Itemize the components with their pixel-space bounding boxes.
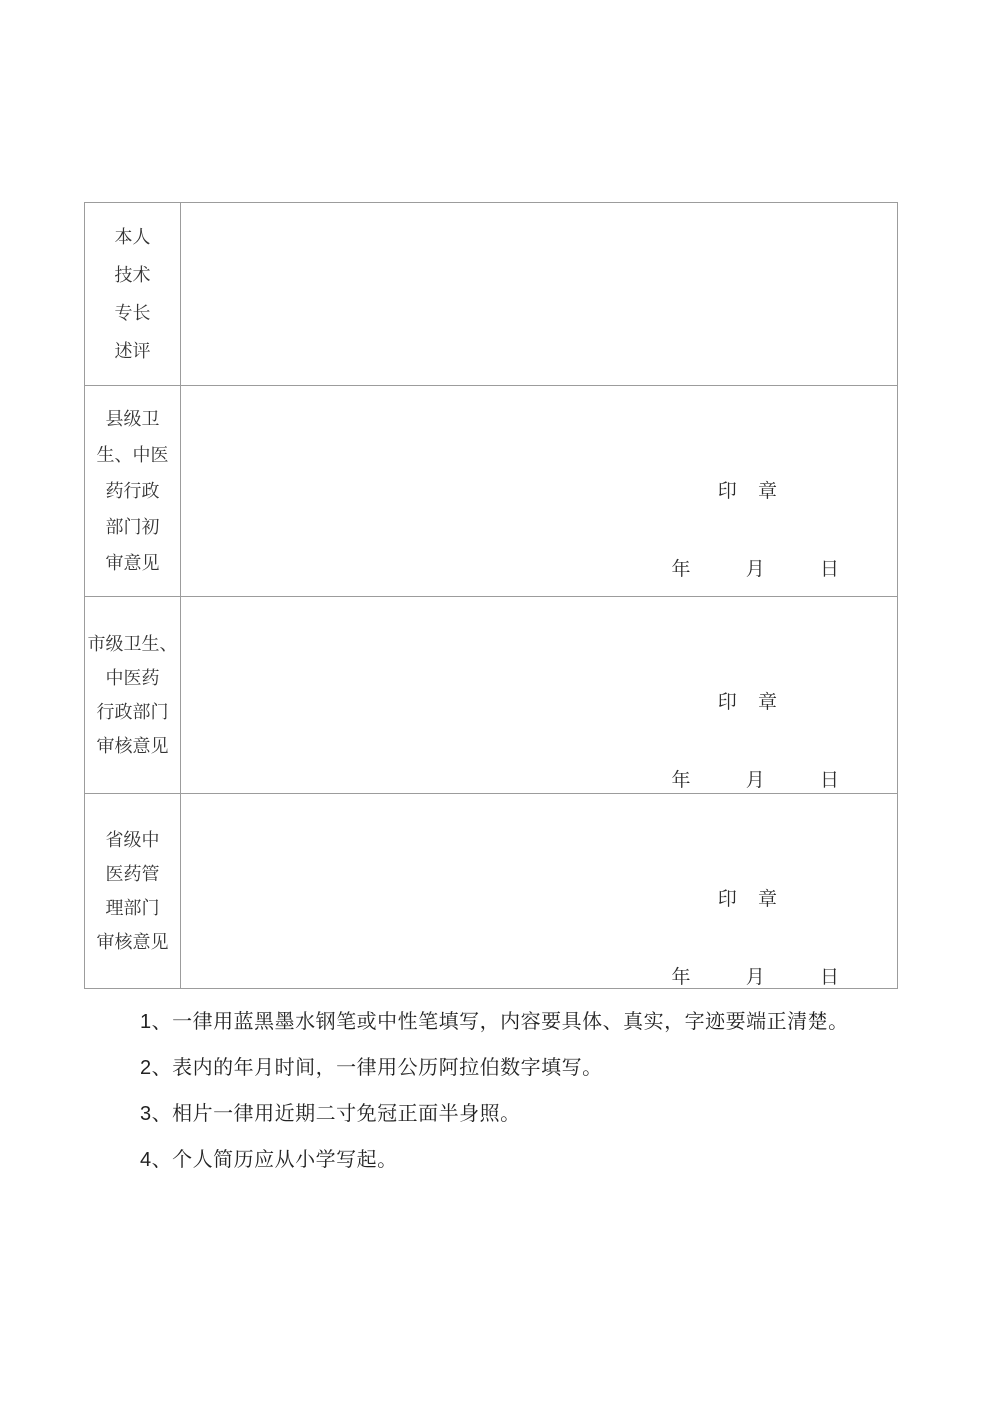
seal-placeholder: 印 章: [717, 481, 777, 502]
label-line: 中医药: [105, 668, 160, 688]
label-line: 市级卫生、: [87, 634, 178, 654]
table-row-self-review: [85, 203, 897, 386]
label-line: 审意见: [105, 553, 160, 573]
instruction-3: 3、相片一律用近期二寸免冠正面半身照。: [140, 1103, 521, 1125]
label-line: 审核意见: [96, 932, 169, 952]
label-line: 述评: [114, 341, 151, 361]
province-review-blank-area: [181, 794, 897, 988]
label-line: 技术: [114, 265, 151, 285]
seal-placeholder: 印 章: [717, 889, 777, 910]
label-line: 生、中医: [96, 445, 169, 465]
table-row-city-review: [85, 597, 897, 794]
label-line: 省级中: [105, 830, 160, 850]
label-line: 理部门: [105, 898, 160, 918]
label-line: 审核意见: [96, 736, 169, 756]
date-placeholder: 年 月 日: [671, 559, 839, 580]
label-line: 行政部门: [96, 702, 169, 722]
county-review-blank-area: [181, 386, 897, 596]
city-review-blank-area: [181, 597, 897, 793]
label-line: 本人: [114, 227, 151, 247]
date-placeholder: 年 月 日: [671, 770, 839, 791]
table-row-county-review: [85, 386, 897, 597]
label-line: 专长: [114, 303, 151, 323]
row-label-city-review: [85, 597, 181, 793]
filling-instructions: [140, 1010, 920, 1194]
review-opinions-table: [84, 202, 898, 989]
table-row-province-review: [85, 794, 897, 988]
row-label-province-review: [85, 794, 181, 988]
row-label-county-review: [85, 386, 181, 596]
instruction-4: 4、个人简历应从小学写起。: [140, 1149, 398, 1171]
date-placeholder: 年 月 日: [671, 967, 839, 988]
row-label-self-review: [85, 203, 181, 385]
seal-placeholder: 印 章: [717, 692, 777, 713]
label-line: 部门初: [105, 517, 160, 537]
label-line: 医药管: [105, 864, 160, 884]
instruction-2: 2、表内的年月时间，一律用公历阿拉伯数字填写。: [140, 1057, 603, 1079]
instruction-1: 1、一律用蓝黑墨水钢笔或中性笔填写，内容要具体、真实，字迹要端正清楚。: [140, 1011, 849, 1033]
label-line: 县级卫: [105, 409, 160, 429]
label-line: 药行政: [105, 481, 160, 501]
self-review-blank-area: [181, 203, 897, 385]
